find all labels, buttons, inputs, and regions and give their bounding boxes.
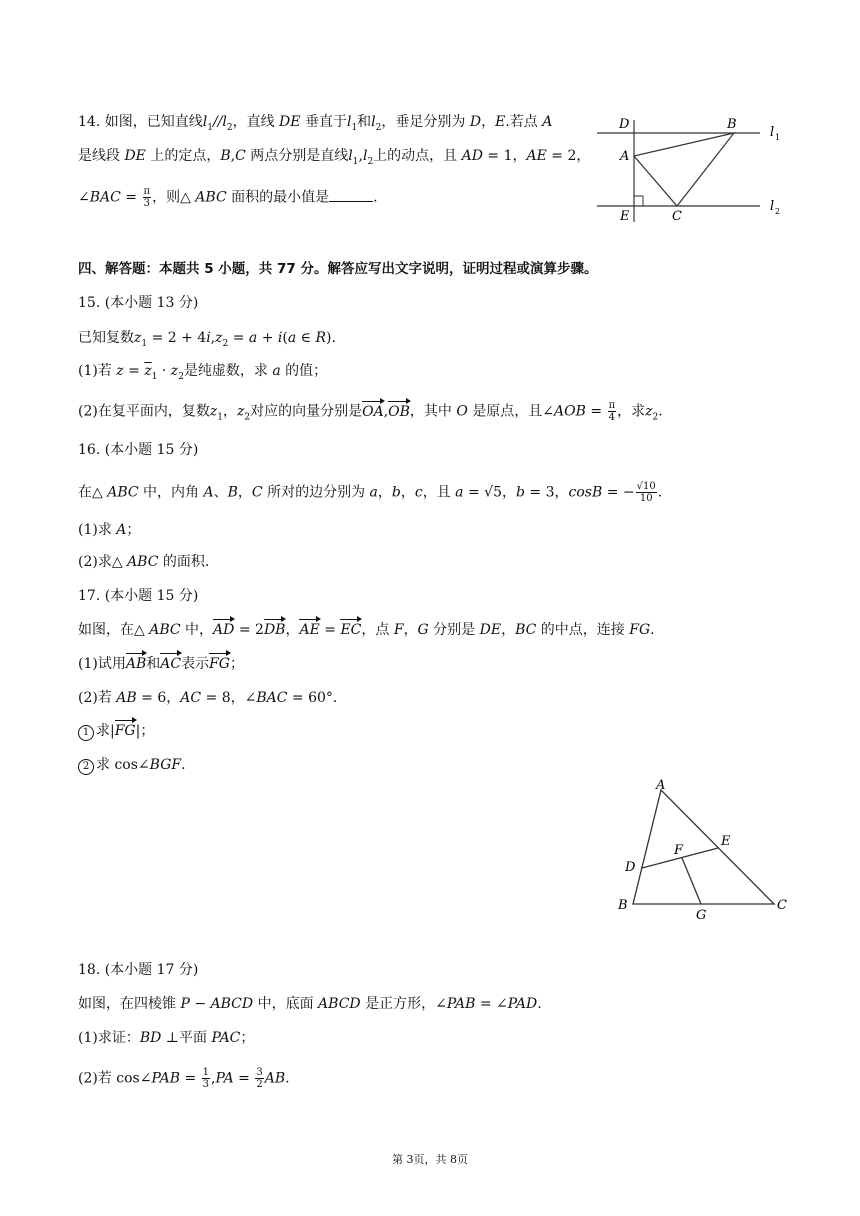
- q17-stem: 如图，在△ ABC 中，AD = 2DB，AE = EC，点 F，G 分别是 DE，BC 的中点，连接 FG.: [78, 622, 655, 638]
- label-A: A: [656, 778, 666, 793]
- q16-part1: (1)求 A；: [78, 522, 141, 538]
- q17-part1: (1)试用AB和AC表示FG；: [78, 656, 244, 672]
- section-header: 四、解答题：本题共 5 小题，共 77 分。解答应写出文字说明，证明过程或演算步骤。: [78, 261, 598, 277]
- q17-figure: [612, 775, 802, 925]
- q15-stem: 已知复数$z_1 = 2 + 4i,z_2 = a + i(a$ ∈ R).: [78, 330, 336, 349]
- label-C: C: [777, 898, 787, 913]
- label-B: B: [727, 117, 737, 132]
- label-E: E: [620, 209, 630, 224]
- q17-title: 17. (本小题 15 分): [78, 588, 199, 604]
- q15-title: 15. (本小题 13 分): [78, 295, 199, 311]
- q17-sub1: 1 求|FG|；: [78, 722, 154, 741]
- svg-text:1: 1: [775, 133, 781, 142]
- label-F: F: [674, 843, 684, 858]
- label-D: D: [625, 860, 636, 875]
- q14-line3: ∠BAC = $\frac{\pi}{3}$ ，则△ ABC 面积的最小值是 .: [78, 186, 378, 209]
- q18-stem: 如图，在四棱锥 P − ABCD 中，底面 ABCD 是正方形，∠PAB = ∠PAD.: [78, 996, 542, 1012]
- q14-line1: 14. 如图，已知直线$l_1//l_2$，直线 DE 垂直于$l_1$和$l_2$，垂足分别为 D，E.若点 A: [78, 114, 553, 133]
- q14-figure: [595, 112, 790, 227]
- label-l1: l: [770, 125, 775, 140]
- q16-part2: (2)求△ ABC 的面积.: [78, 554, 210, 570]
- label-D: D: [619, 117, 630, 132]
- label-E: E: [721, 834, 731, 849]
- label-B: B: [618, 898, 628, 913]
- q17-part2: (2)若 AB = 6，AC = 8，∠BAC = 60°.: [78, 690, 338, 706]
- label-A: A: [620, 149, 630, 164]
- q16-title: 16. (本小题 15 分): [78, 442, 199, 458]
- q15-part1: (1)若 $z = \overline{z}_1 \cdot z_2$是纯虚数，求 a 的值；: [78, 363, 328, 382]
- q15-part2: (2)在复平面内，复数$z_1$，$z_2$对应的向量分别是OA,OB，其中 O 是原点，且∠AOB = $\frac{\pi}{4}$ ，求$z_2$.: [78, 400, 663, 423]
- svg-text:2: 2: [775, 207, 781, 216]
- label-G: G: [696, 908, 707, 923]
- page-footer: 第 3页，共 8页: [392, 1153, 468, 1166]
- label-C: C: [672, 209, 682, 224]
- q18-part1: (1)求证：BD ⊥平面 PAC；: [78, 1030, 255, 1046]
- q18-title: 18. (本小题 17 分): [78, 962, 199, 978]
- q18-part2: (2)若 cos∠PAB = $\frac{1}{3}$ ,PA = $\frac{3}{2}$ AB.: [78, 1067, 290, 1090]
- q17-sub2: 2 求 cos∠BGF.: [78, 756, 186, 775]
- label-l2: l: [770, 199, 775, 214]
- q14-line2: 是线段 DE 上的定点，B,C 两点分别是直线$l_1,l_2$上的动点，且 AD = 1，AE = 2，: [78, 148, 591, 167]
- answer-blank: [329, 189, 373, 202]
- q16-stem: 在△ ABC 中，内角 A、B，C 所对的边分别为 a，b，c，且 a = √5，b = 3，cosB = − $\frac{√10}{10}$ .: [78, 481, 663, 504]
